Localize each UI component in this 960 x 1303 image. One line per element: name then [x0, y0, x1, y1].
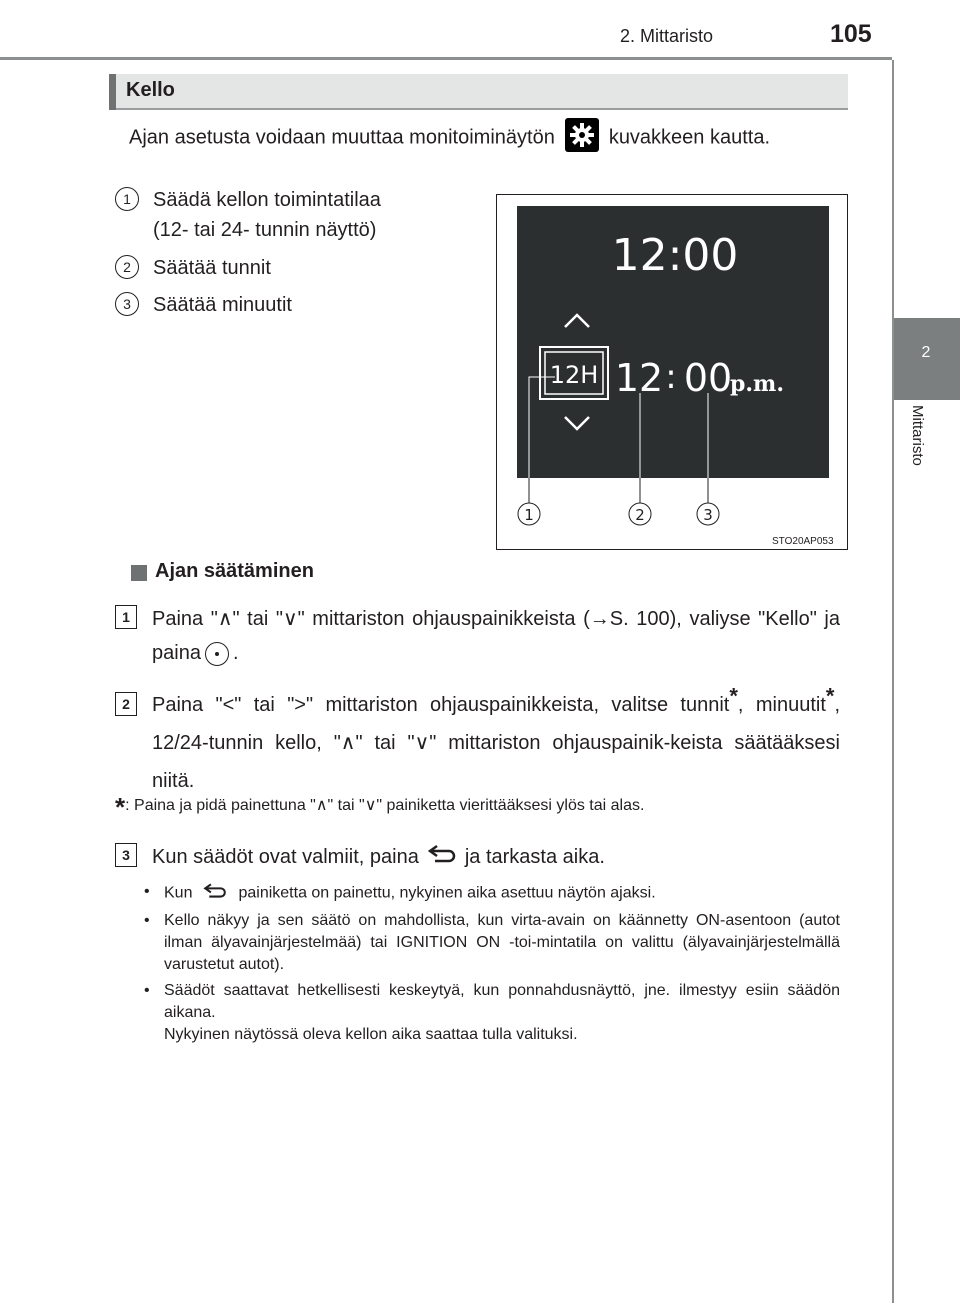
heading-square-bullet	[131, 565, 147, 581]
page-number: 105	[830, 20, 872, 48]
note-item-3-continued: Nykyinen näytössä oleva kellon aika saattaa tulla valituksi.	[164, 1026, 578, 1043]
ok-button-icon	[205, 642, 229, 666]
intro-paragraph	[129, 121, 841, 155]
section-title-bar	[109, 74, 848, 110]
callout-number-1: 1	[524, 506, 534, 524]
back-icon	[427, 841, 457, 875]
note-1-part-b: painiketta on painettu, nykyinen aika asettuu näytön ajaksi.	[238, 884, 656, 902]
clock-figure-svg	[497, 195, 847, 549]
intro-text-before: Ajan asetusta voidaan muuttaa monitoiminäytön	[129, 126, 555, 149]
step-2-part4: , 12/24-tunnin kello, "∧" tai "∨" mittariston ohjauspainik-keista säätääksesi niitä.	[152, 694, 840, 792]
item-2-text: Säätää tunnit	[153, 257, 271, 279]
item-number-3: 3	[115, 292, 139, 316]
note-item-2: • Kello näkyy ja sen säätö on mahdollista, kun virta-avain on käännetty ON-asentoon (autot ilman älyavainjärjestelmää) tai IGNITION ON -toi-mintatila on valittu (älyavainjärjestelmällä varustetut autot).	[140, 910, 840, 976]
section-title-accent	[109, 74, 116, 110]
item-1-line1: Säädä kellon toimintatilaa	[153, 189, 381, 211]
step-1-part1: Paina "∧" tai "∨" mittariston ohjauspainikkeista (	[152, 608, 590, 630]
step-3-part2: ja tarkasta aika.	[464, 846, 605, 868]
step-number-2: 2	[115, 692, 137, 716]
note-item-1	[140, 881, 840, 906]
step-1-part2: S. 100), valiyse "Kello" ja paina	[152, 608, 840, 664]
footnote-star: *	[729, 683, 738, 709]
clock-figure	[496, 194, 848, 550]
step-2-part3: minuutit	[755, 694, 826, 716]
chapter-tab-label: Mittaristo	[909, 405, 926, 466]
step-3-part1: Kun säädöt ovat valmiit, paina	[152, 846, 419, 868]
item-number-2: 2	[115, 255, 139, 279]
footnote-text: : Paina ja pidä painettuna "∧" tai "∨" painiketta vierittääksesi ylös tai alas.	[125, 797, 645, 814]
footnote	[115, 792, 644, 823]
back-icon	[202, 881, 228, 906]
item-1-line2: (12- tai 24- tunnin näyttö)	[153, 219, 377, 241]
step-number-3: 3	[115, 843, 137, 867]
footnote-marker: *	[115, 792, 126, 822]
intro-text-after: kuvakkeen kautta.	[608, 126, 771, 149]
running-header-section: 2. Mittaristo	[620, 26, 714, 46]
footnote-star-2: *	[825, 683, 835, 709]
minute-value: 00	[683, 356, 733, 400]
sub-heading: Ajan säätäminen	[155, 560, 314, 582]
step-1-part3: .	[232, 642, 239, 664]
gear-icon	[565, 118, 599, 152]
step-3-text	[152, 840, 840, 875]
header-rule	[0, 57, 892, 60]
figure-code: STO20AP053	[772, 536, 834, 547]
mode-label: 12H	[549, 361, 599, 389]
item-number-1: 1	[115, 187, 139, 211]
ampm-value: p.m.	[730, 371, 784, 397]
step-2-text	[152, 683, 840, 800]
time-separator: :	[665, 357, 677, 397]
notes-list	[140, 881, 840, 1046]
step-2-part1: Paina "<" tai ">" mittariston ohjauspainikkeista, valitse tunnit	[152, 694, 730, 716]
note-item-3: • Säädöt saattavat hetkellisesti keskeytyä, kun ponnahdusnäyttö, jne. ilmestyy esiin säädön aikana.	[140, 980, 840, 1024]
callout-number-2: 2	[635, 506, 645, 524]
step-2-part2: ,	[737, 694, 744, 716]
chapter-tab-number: 2	[892, 318, 960, 400]
page-ref-arrow-icon: →	[589, 608, 610, 630]
item-3-text: Säätää minuutit	[153, 294, 292, 316]
hour-value: 12	[614, 356, 664, 400]
note-1-part-a: Kun	[164, 884, 193, 902]
step-number-1: 1	[115, 605, 137, 629]
step-1-text	[152, 602, 840, 670]
top-time: 12:00	[611, 230, 739, 281]
callout-number-3: 3	[703, 506, 713, 524]
tab-divider	[892, 60, 894, 1303]
section-title: Kello	[126, 79, 175, 101]
